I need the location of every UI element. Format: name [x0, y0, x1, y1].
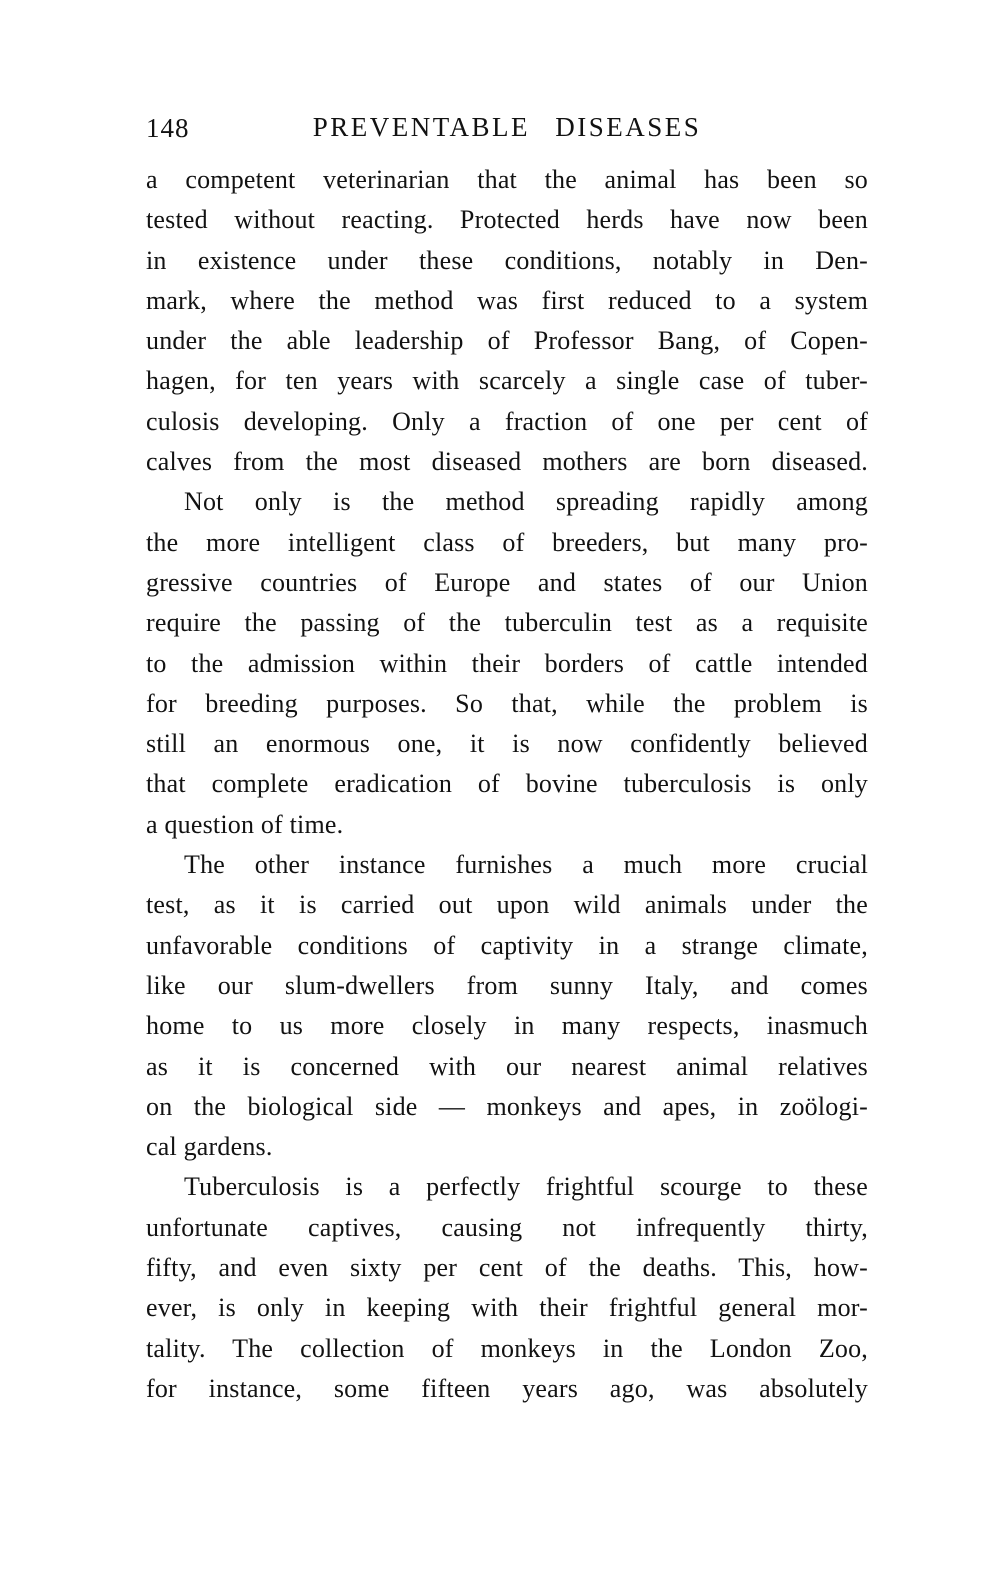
running-header [146, 112, 868, 146]
text-line: calves from the most diseased mothers are born diseased. [146, 447, 868, 477]
paragraph [146, 482, 868, 845]
paragraph [146, 1167, 868, 1409]
text-line: on the biological side — monkeys and apes, in zoölogi- [146, 1091, 868, 1121]
text-line: mark, where the method was first reduced to a system [146, 285, 868, 315]
paragraph [146, 160, 868, 482]
text-line: a question of time. [146, 809, 344, 839]
text-line: test, as it is carried out upon wild animals under the [146, 890, 868, 920]
text-line: a competent veterinarian that the animal has been so [146, 165, 868, 194]
text-line: Not only is the method spreading rapidly among [184, 487, 868, 517]
paragraph [146, 845, 868, 1167]
text-line: like our slum-dwellers from sunny Italy, and comes [146, 970, 868, 1000]
text-line: to the admission within their borders of cattle intended [146, 648, 868, 678]
text-line: in existence under these conditions, notably in Den- [146, 245, 868, 275]
text-line: unfavorable conditions of captivity in a strange climate, [146, 930, 868, 960]
text-line: Tuberculosis is a perfectly frightful scourge to these [184, 1172, 868, 1202]
text-line: under the able leadership of Professor Bang, of Copen- [146, 326, 868, 356]
text-line: as it is concerned with our nearest animal relatives [146, 1051, 868, 1081]
text-line: unfortunate captives, causing not infrequently thirty, [146, 1212, 868, 1242]
text-line: ever, is only in keeping with their frightful general mor- [146, 1293, 868, 1323]
text-line: tested without reacting. Protected herds have now been [146, 205, 868, 235]
text-line: still an enormous one, it is now confidently believed [146, 729, 868, 759]
text-line: gressive countries of Europe and states of our Union [146, 567, 868, 597]
text-line: The other instance furnishes a much more crucial [184, 850, 868, 880]
page-body [146, 160, 868, 1409]
text-line: hagen, for ten years with scarcely a single case of tuber- [146, 366, 868, 396]
text-line: for breeding purposes. So that, while the problem is [146, 688, 868, 718]
text-line: culosis developing. Only a fraction of one per cent of [146, 406, 868, 436]
page-number: 148 [146, 113, 190, 143]
text-line: that complete eradication of bovine tuberculosis is only [146, 769, 868, 799]
text-line: fifty, and even sixty per cent of the deaths. This, how- [146, 1253, 868, 1283]
text-line: tality. The collection of monkeys in the London Zoo, [146, 1333, 868, 1363]
text-line: cal gardens. [146, 1132, 273, 1162]
text-line: the more intelligent class of breeders, but many pro- [146, 527, 868, 557]
chapter-title: PREVENTABLE DISEASES [312, 112, 702, 142]
text-line: require the passing of the tuberculin test as a requisite [146, 608, 868, 638]
text-line: home to us more closely in many respects, inasmuch [146, 1011, 868, 1041]
text-line: for instance, some fifteen years ago, was absolutely [146, 1373, 868, 1403]
